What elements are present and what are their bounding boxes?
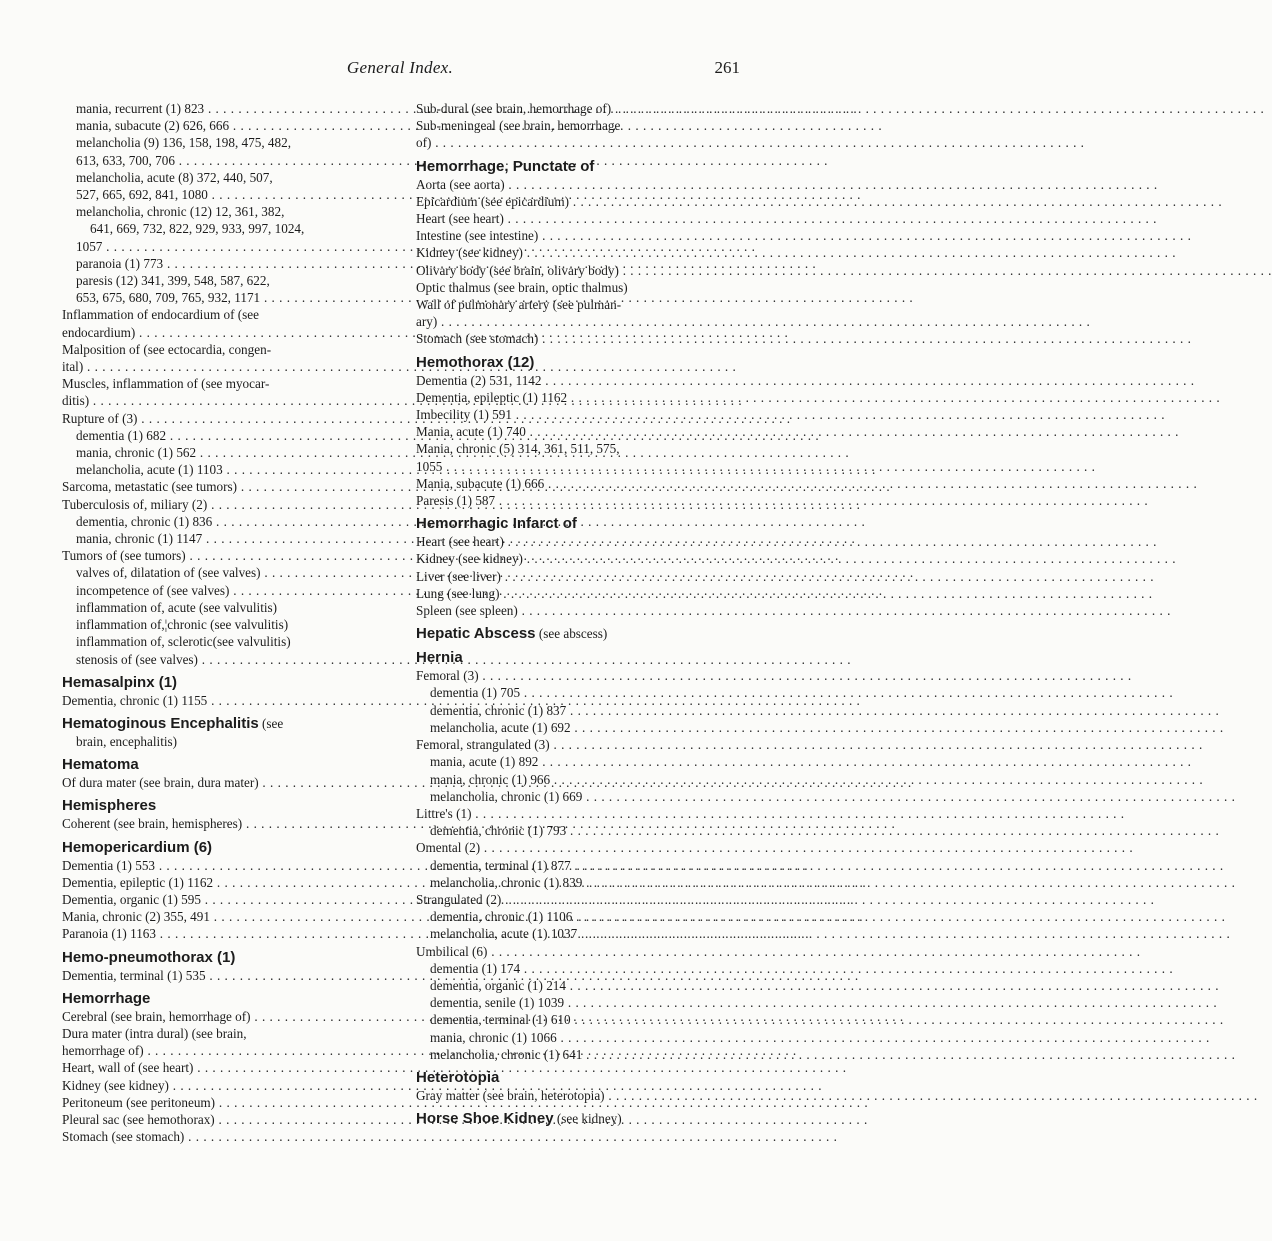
index-entry: mania, acute (1) 892 . . .: [416, 753, 742, 770]
index-entry: valves of, dilatation of (see valves) . . .: [62, 564, 390, 581]
index-entry: dementia (1) 705 . . .: [416, 684, 742, 701]
index-entry: Femoral (3) . . .: [416, 667, 742, 684]
index-entry: Strangulated (2) . . .: [416, 891, 742, 908]
index-entry: mania, recurrent (1) 823 . . .: [62, 100, 390, 117]
heading-title: Hemispheres: [62, 797, 157, 815]
index-entry: Littre's (1) . . .: [416, 805, 742, 822]
heading-title: Hemorrhage, Punctate of: [416, 157, 595, 175]
index-entry: dementia, chronic (1) 793 . . .: [416, 822, 742, 839]
index-heading: [62, 714, 390, 733]
index-entry: [62, 272, 390, 306]
index-entry: Omental (2) . . .: [416, 839, 742, 856]
index-entry: [62, 341, 390, 375]
entry-line-last: ditis) . . .: [76, 392, 390, 409]
index-entry: dementia, terminal (1) 877 . . .: [416, 857, 742, 874]
index-entry: Intestine (see intestine) . . .: [416, 227, 742, 244]
heading-title: Hemorrhage: [62, 989, 151, 1007]
index-entry: Dementia (2) 531, 1142 . . .: [416, 372, 742, 389]
index-entry: inflammation of,¦chronic (see valvulitis): [76, 617, 289, 633]
entry-line-last: 613, 633, 700, 706 . . .: [90, 152, 390, 169]
entry-line: Mania, chronic (5) 314, 361, 511, 575,: [416, 441, 620, 457]
index-entry: [62, 169, 390, 203]
entry-line-last: of) . . .: [430, 134, 742, 151]
index-heading: [62, 989, 390, 1008]
index-entry: Tumors of (see tumors) . . .: [62, 547, 390, 564]
index-heading: [416, 624, 742, 643]
index-entry: Mania, chronic (2) 355, 491 . . .: [62, 908, 390, 925]
entry-line-last: 1055 . . .: [430, 458, 742, 475]
index-entry: Of dura mater (see brain, dura mater) . . .: [62, 774, 390, 791]
running-title: General Index.: [346, 58, 454, 77]
page-number: 261: [714, 58, 740, 77]
heading-title: Hematoginous Encephalitis: [62, 714, 259, 732]
index-entry: Sub-dural (see brain, hemorrhage of) . . .: [416, 100, 742, 117]
index-entry: Mania, acute (1) 740 . . .: [416, 423, 742, 440]
index-heading: [416, 514, 742, 533]
heading-title: Hernia: [416, 649, 463, 667]
index-entry: melancholia, acute (1) 692 . . .: [416, 719, 742, 736]
index-entry: Imbecility (1) 591 . . .: [416, 406, 742, 423]
index-entry: Lung (see lung) . . .: [416, 585, 742, 602]
entry-line-last: hemorrhage of) . . .: [76, 1042, 390, 1059]
index-entry: Dementia, terminal (1) 535 . . .: [62, 967, 390, 984]
entry-line-last: ary) . . .: [430, 313, 742, 330]
index-entry: melancholia, chronic (1) 839 . . .: [416, 874, 742, 891]
index-heading: [62, 755, 390, 774]
index-entry: dementia (1) 174 . . .: [416, 960, 742, 977]
index-entry: Pleural sac (see hemothorax) . . .: [62, 1111, 390, 1128]
entry-line-last: endocardium) . . .: [76, 324, 390, 341]
index-entry: dementia, chronic (1) 837 . . .: [416, 702, 742, 719]
entry-line: melancholia (9) 136, 158, 198, 475, 482,: [76, 135, 291, 151]
index-entry: mania, chronic (1) 1066 . . .: [416, 1029, 742, 1046]
index-entry: Dementia (1) 553 . . .: [62, 857, 390, 874]
entry-line: 641, 669, 732, 822, 929, 933, 997, 1024,: [90, 221, 305, 237]
index-entry: Stomach (see stomach) . . .: [416, 330, 742, 347]
index-entry: [62, 134, 390, 168]
index-entry: Mania, subacute (1) 666 . . .: [416, 475, 742, 492]
heading-title: Hemothorax (12): [416, 353, 535, 371]
index-entry: melancholia, chronic (1) 669 . . .: [416, 788, 742, 805]
index-entry: dementia, senile (1) 1039 . . .: [416, 994, 742, 1011]
index-entry: Epicardium (see epicardium) . . .: [416, 193, 742, 210]
index-entry: Coherent (see brain, hemispheres) . . .: [62, 815, 390, 832]
heading-title: Hematoma: [62, 756, 139, 774]
index-entry: inflammation of, sclerotic(see valvulitis): [76, 634, 291, 650]
index-heading: [416, 1068, 742, 1087]
index-entry: dementia, chronic (1) 1106 . . .: [416, 908, 742, 925]
index-entry: Peritoneum (see peritoneum) . . .: [62, 1094, 390, 1111]
index-entry: [416, 117, 742, 151]
index-entry: [62, 1025, 390, 1059]
index-entry: [62, 375, 390, 409]
heading-title: Heterotopia: [416, 1068, 500, 1086]
index-entry: Dementia, organic (1) 595 . . .: [62, 891, 390, 908]
index-entry: [62, 306, 390, 340]
index-entry: brain, encephalitis): [76, 733, 178, 749]
index-entry: Tuberculosis of, miliary (2) . . .: [62, 496, 390, 513]
index-heading: [62, 673, 390, 692]
index-entry: Sarcoma, metastatic (see tumors) . . .: [62, 478, 390, 495]
entry-line: Dura mater (intra dural) (see brain,: [62, 1025, 247, 1041]
heading-note: (see abscess): [535, 626, 608, 642]
index-entry: dementia (1) 682 . . .: [62, 427, 390, 444]
index-entry: Cerebral (see brain, hemorrhage of) . . .: [62, 1008, 390, 1025]
index-entry: Heart (see heart) . . .: [416, 533, 742, 550]
entry-line: Malposition of (see ectocardia, congen-: [62, 341, 272, 357]
index-entry: Heart, wall of (see heart) . . .: [62, 1059, 390, 1076]
index-entry: stenosis of (see valves) . . .: [62, 651, 390, 668]
index-entry: Rupture of (3) . . .: [62, 410, 390, 427]
heading-title: Hemorrhagic Infarct of: [416, 515, 577, 533]
index-entry: Olivary body (see brain, olivary body) . . .: [416, 262, 742, 279]
index-column-right: [416, 100, 742, 1128]
index-heading: [62, 838, 390, 857]
heading-note: (see kidney): [553, 1111, 622, 1127]
entry-line: melancholia, chronic (12) 12, 361, 382,: [76, 204, 285, 220]
index-entry: Spleen (see spleen) . . .: [416, 602, 742, 619]
index-entry: Kidney (see kidney) . . .: [62, 1077, 390, 1094]
entry-line: Sub-meningeal (see brain, hemorrhage: [416, 118, 621, 134]
heading-title: Hepatic Abscess: [416, 625, 536, 643]
index-entry: Paresis (1) 587 . . .: [416, 492, 742, 509]
entry-line: melancholia, acute (8) 372, 440, 507,: [76, 169, 273, 185]
index-entry: inflammation of, acute (see valvulitis): [76, 599, 278, 615]
index-entry: Gray matter (see brain, heterotopia) . . .: [416, 1087, 742, 1104]
entry-line-last: 1057 . . .: [90, 238, 390, 255]
index-entry: Kidney (see kidney) . . .: [416, 550, 742, 567]
entry-line: Inflammation of endocardium of (see: [62, 307, 260, 323]
heading-note: (see: [258, 715, 284, 731]
entry-line: Muscles, inflammation of (see myocar-: [62, 376, 270, 392]
entry-line: Wall of pulmonary artery (see pulman-: [416, 297, 622, 313]
index-entry: dementia, organic (1) 214 . . .: [416, 977, 742, 994]
index-entry: Heart (see heart) . . .: [416, 210, 742, 227]
index-heading: [416, 648, 742, 667]
entry-line-last: 653, 675, 680, 709, 765, 932, 1171 . . .: [90, 289, 390, 306]
index-entry: mania, chronic (1) 1147 . . .: [62, 530, 390, 547]
index-entry: mania, chronic (1) 966 . . .: [416, 771, 742, 788]
index-heading: [416, 157, 742, 176]
heading-title: Horse Shoe Kidney: [416, 1110, 554, 1128]
index-entry: melancholia, acute (1) 1037 . . .: [416, 925, 742, 942]
index-entry: Femoral, strangulated (3) . . .: [416, 736, 742, 753]
index-entry: Dementia, epileptic (1) 1162 . . .: [416, 389, 742, 406]
index-entry: melancholia, chronic (1) 641 . . .: [416, 1046, 742, 1063]
index-entry: Kidney (see kidney) . . .: [416, 244, 742, 261]
index-entry: mania, subacute (2) 626, 666 . . .: [62, 117, 390, 134]
index-heading: [62, 948, 390, 967]
index-entry: dementia, chronic (1) 836 . . .: [62, 513, 390, 530]
index-entry: Liver (see liver) . . .: [416, 568, 742, 585]
index-heading: [62, 796, 390, 815]
index-entry: melancholia, acute (1) 1103 . . .: [62, 461, 390, 478]
index-entry: mania, chronic (1) 562 . . .: [62, 444, 390, 461]
index-entry: incompetence of (see valves) . . .: [62, 582, 390, 599]
entry-line-last: 527, 665, 692, 841, 1080 . . .: [90, 186, 390, 203]
index-entry: Optic thalmus (see brain, optic thalmus): [416, 279, 628, 295]
index-column-left: [62, 100, 390, 1145]
heading-title: Hemopericardium (6): [62, 838, 213, 856]
entry-line: paresis (12) 341, 399, 548, 587, 622,: [76, 273, 270, 289]
heading-title: Hemo-pneumothorax (1): [62, 948, 236, 966]
index-entry: [62, 203, 390, 255]
index-entry: Umbilical (6) . . .: [416, 943, 742, 960]
index-entry: Dementia, epileptic (1) 1162 . . .: [62, 874, 390, 891]
index-entry: [416, 440, 742, 474]
entry-line-last: ital) . . .: [76, 358, 390, 375]
index-entry: [416, 296, 742, 330]
heading-title: Hemasalpinx (1): [62, 673, 178, 691]
page-header: [60, 56, 740, 82]
index-entry: Stomach (see stomach) . . .: [62, 1128, 390, 1145]
index-entry: Aorta (see aorta) . . .: [416, 176, 742, 193]
index-entry: paranoia (1) 773 . . .: [62, 255, 390, 272]
index-entry: Dementia, chronic (1) 1155 . . .: [62, 692, 390, 709]
index-heading: [416, 353, 742, 372]
index-entry: Paranoia (1) 1163 . . .: [62, 925, 390, 942]
index-entry: dementia, terminal (1) 610 . . .: [416, 1011, 742, 1028]
index-heading: [416, 1109, 742, 1128]
